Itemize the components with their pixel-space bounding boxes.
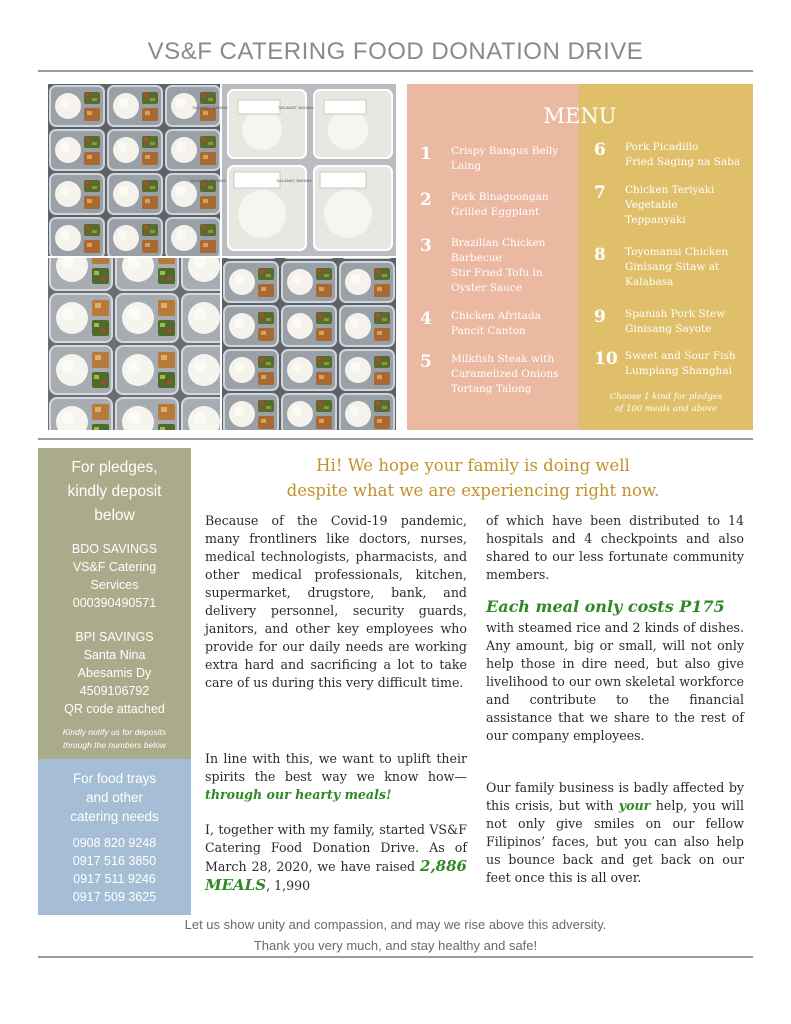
- menu-item-dishes: Sweet and Sour Fish Lumpiang Shanghai: [625, 350, 736, 377]
- menu-item-number: 5: [420, 352, 432, 372]
- col2-paragraph-3: [486, 779, 744, 887]
- menu-item-dishes: Brazilian Chicken Barbecue Stir Fried Tofu in Oyster Sauce: [451, 237, 546, 294]
- menu-note: Choose 1 kind for pledges of 100 meals and above: [609, 392, 723, 414]
- col1-paragraph-2-text: In line with this, we want to uplift their spirits the best way we know how—: [205, 751, 467, 784]
- hearty-meals-highlight: through our hearty meals!: [205, 787, 392, 802]
- menu-item-dishes: Pork Binagoongan Grilled Eggplant: [451, 191, 549, 218]
- col1-paragraph-3-text: I, together with my family, started VS&F Catering Food Donation Drive. As of March 28, 2020, we have raised: [205, 822, 467, 874]
- footer-divider: [38, 956, 753, 958]
- notify-note: Kindly notify us for deposits through the numbers below: [62, 727, 167, 750]
- phone-number[interactable]: 0917 511 9246: [73, 872, 156, 886]
- menu-item-dishes: Crispy Bangus Belly Laing: [451, 145, 559, 172]
- col2-paragraph-2: with steamed rice and 2 kinds of dishes. Any amount, big or small, will not only help those in dire need, but also give livelihood to our own skeletal workforce and contribute to the financial assistance that we share to the rest of our company employees.: [486, 620, 744, 743]
- meal-cost-heading: Each meal only costs P175: [486, 597, 725, 616]
- menu-item-dishes: Chicken Teriyaki Vegetable Teppanyaki: [625, 184, 715, 226]
- food-trays-photo: [48, 84, 396, 430]
- menu-item-number: 6: [594, 140, 606, 160]
- menu-title: MENU: [543, 104, 617, 128]
- menu-item-number: 8: [594, 245, 606, 265]
- menu-item-dishes: Spanish Pork Stew Ginisang Sayote: [625, 308, 726, 335]
- menu-item-dishes: Toyomansi Chicken Ginisang Sitaw at Kalabasa: [625, 246, 729, 288]
- menu-item-number: 10: [594, 349, 618, 369]
- food-trays-collage: [48, 84, 396, 430]
- col1-paragraph-3: [205, 821, 467, 895]
- tray-label: SALAMAT, BAYANI!: [192, 105, 228, 110]
- menu-item-dishes: Pork Picadillo Fried Saging na Saba: [625, 141, 741, 168]
- tray-label: SALAMAT, BAYANI!: [278, 105, 314, 110]
- menu-item-number: 7: [594, 183, 606, 203]
- bpi-title: BPI SAVINGS: [75, 630, 154, 644]
- tray-label: SALAMAT, BAYANI!: [276, 178, 312, 183]
- col2-paragraph-3-text: Our family business is badly affected by this crisis, but with: [486, 780, 744, 813]
- col2-paragraph-3-end: help, you will not only give smiles on our fellow Filipinos’ faces, but you can also help us bounce back and get back on our feet once this is all over.: [486, 798, 744, 885]
- bdo-account-name: VS&F Catering Services: [72, 560, 157, 592]
- title-divider: [38, 70, 753, 72]
- menu-item-number: 4: [420, 309, 432, 329]
- phone-number[interactable]: 0917 509 3625: [72, 890, 157, 904]
- col1-paragraph-2: [205, 750, 467, 804]
- bpi-account-name: Santa Nina Abesamis Dy: [77, 648, 152, 680]
- page-title: VS&F CATERING FOOD DONATION DRIVE: [147, 38, 644, 65]
- footer-message: Let us show unity and compassion, and may we rise above this adversity. Thank you very much, and stay healthy and safe!: [184, 917, 607, 953]
- bdo-account-number: 000390490571: [72, 596, 157, 610]
- pledge-panel: [38, 448, 191, 759]
- menu-item-number: 9: [594, 307, 606, 327]
- contact-panel: [38, 759, 191, 915]
- section-divider: [38, 438, 753, 440]
- menu-item-number: 1: [420, 144, 432, 164]
- phone-number[interactable]: 0908 820 9248: [72, 836, 157, 850]
- meals-count-highlight: 2,886 MEALS: [205, 857, 467, 894]
- menu-item-dishes: Chicken Afritada Pancit Canton: [451, 310, 541, 337]
- your-highlight: your: [618, 798, 651, 813]
- qr-code-note: QR code attached: [64, 702, 165, 716]
- phone-number[interactable]: 0917 516 3850: [72, 854, 157, 868]
- contact-heading: For food trays and other catering needs: [70, 771, 159, 824]
- bpi-account-number: 4509106792: [79, 684, 150, 698]
- menu-item-dishes: Milkfish Steak with Caramelized Onions Tortang Talong: [451, 353, 559, 395]
- menu-item-number: 3: [420, 236, 432, 256]
- col1-paragraph-3-end: , 1,990: [266, 878, 311, 893]
- greeting-heading: Hi! We hope your family is doing well despite what we are experiencing right now.: [286, 456, 660, 500]
- pledge-heading: For pledges, kindly deposit below: [67, 459, 162, 524]
- menu-item-number: 2: [420, 190, 432, 210]
- col1-paragraph-1: Because of the Covid-19 pandemic, many frontliners like doctors, nurses, medical technologists, pharmacists, and other medical professionals, kitchen, supermarket, drugstore, bank, and delivery personnel, security guards, janitors, and other key employees who provide for our daily needs are working extra hard and sacrificing a lot to take care of us during this very difficult time.: [205, 513, 467, 690]
- bdo-title: BDO SAVINGS: [71, 542, 158, 556]
- col2-paragraph-1: of which have been distributed to 14 hospitals and 4 checkpoints and also shared to our less fortunate community members.: [486, 513, 744, 582]
- tray-label: SALAMAT, BAYANI!: [190, 178, 226, 183]
